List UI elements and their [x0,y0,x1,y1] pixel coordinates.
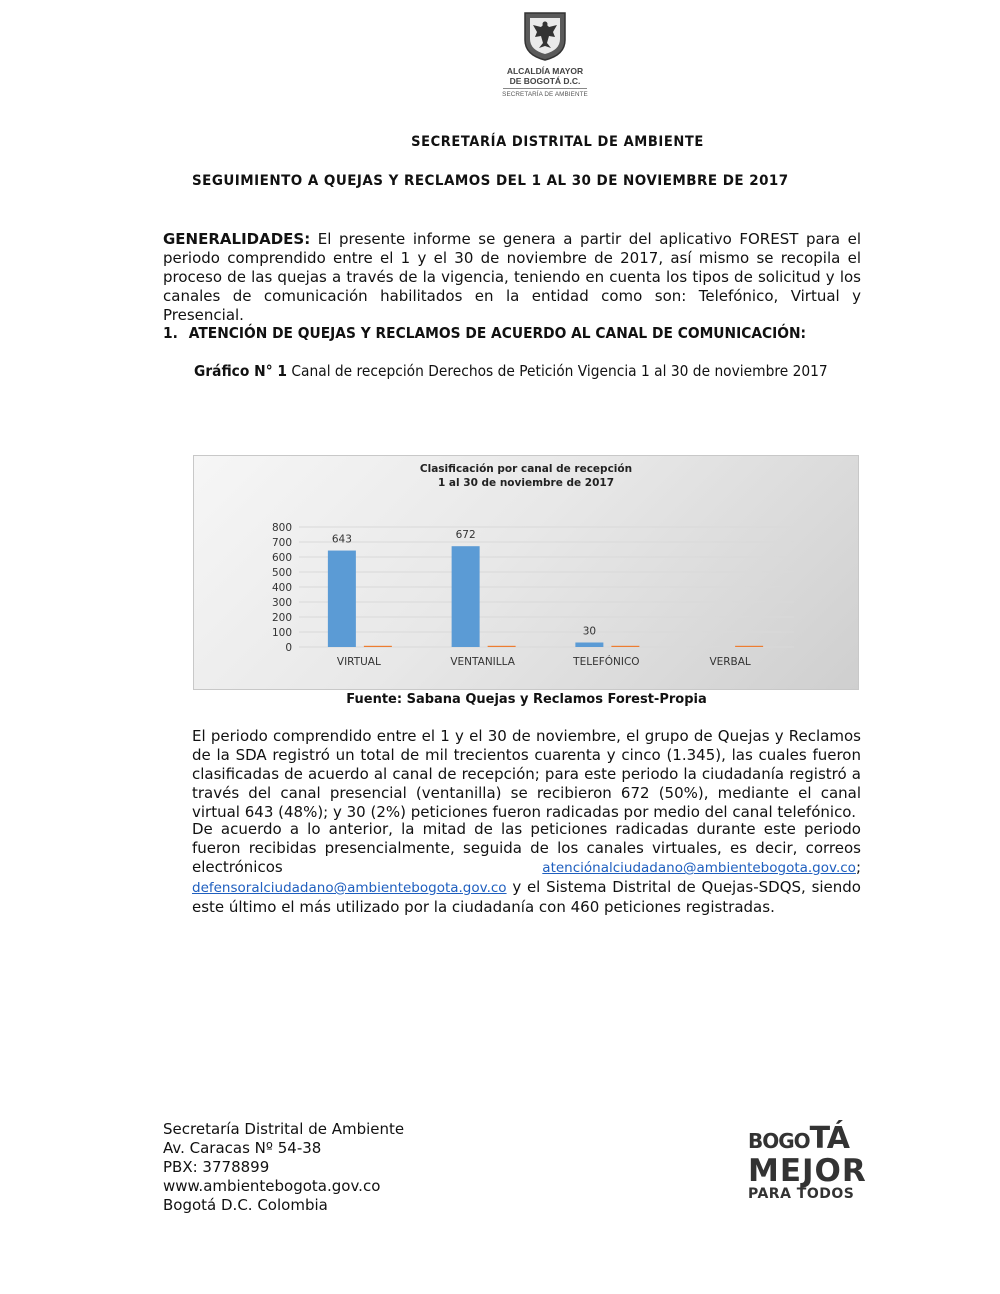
y-tick-label: 200 [271,612,292,624]
bar-ventanilla [488,646,516,647]
y-tick-label: 100 [271,627,292,639]
chart-subtitle: 1 al 30 de noviembre de 2017 [437,477,615,489]
x-tick-label: VENTANILLA [450,656,515,668]
bar-ventanilla [452,546,480,647]
logo-para-todos: PARA TODOS [748,1186,855,1202]
generalidades-paragraph [163,230,861,325]
bar-telefónico [575,643,603,648]
section-number: 1. [163,324,178,342]
chart-canvas [194,456,860,691]
alcaldia-logo [490,10,600,98]
bar-virtual [364,646,392,647]
analysis-text-before: De acuerdo a lo anterior, la mitad de las peticiones radicadas durante este periodo fueron recibidas presencialmente, seguida de los canales virtuales, es decir, correos electrónicos [192,820,861,876]
y-tick-label: 700 [271,537,292,549]
analysis-text-after: y el Sistema Distrital de Quejas-SDQS, siendo este último el más utilizado por la ciudadanía con 460 peticiones registradas. [192,878,861,916]
x-tick-label: TELEFÓNICO [573,656,640,668]
y-tick-label: 500 [271,567,292,579]
data-label: 672 [455,529,476,542]
y-tick-label: 0 [285,642,292,654]
footer-street: Av. Caracas Nº 54-38 [163,1139,322,1157]
logo-line-1: ALCALDÍA MAYOR [506,66,584,76]
y-tick-label: 600 [271,552,292,564]
bogota-mejor-logo [748,1121,878,1202]
chart-source: Fuente: Sabana Quejas y Reclamos Forest-Propia [346,692,707,707]
section-1-heading [163,324,806,342]
generalidades-label: GENERALIDADES: [163,230,311,248]
document-title: SEGUIMIENTO A QUEJAS Y RECLAMOS DEL 1 AL 30 DE NOVIEMBRE DE 2017 [192,173,789,189]
chart-title: Clasificación por canal de recepción [419,463,633,475]
footer-website[interactable]: www.ambientebogota.gov.co [163,1177,381,1195]
section-title: ATENCIÓN DE QUEJAS Y RECLAMOS DE ACUERDO AL CANAL DE COMUNICACIÓN: [188,324,807,342]
y-tick-label: 400 [271,582,292,594]
logo-line-3: SECRETARÍA DE AMBIENTE [502,91,588,98]
bar-virtual [328,551,356,647]
logo-line-2: DE BOGOTÁ D.C. [509,76,581,86]
logo-divider [503,88,587,89]
data-label: 643 [331,533,352,546]
email-link-atencion[interactable]: atenciónalciudadano@ambientebogota.gov.co [542,860,856,876]
y-tick-label: 800 [271,522,292,534]
logo-ta: TÁ [809,1121,850,1156]
summary-paragraph: El periodo comprendido entre el 1 y el 30 de noviembre, el grupo de Quejas y Reclamos de la SDA registró un total de mil trecientos cuarenta y cinco (1.345), las cuales fueron clasificadas de acuerdo al canal de recepción; para este periodo la ciudadanía registró a través del canal presencial (ventanilla) se recibieron 672 (50%), mediante el canal virtual 643 (48%); y 30 (2%) peticiones fueron radicadas por medio del canal telefónico. [192,727,861,821]
generalidades-text: El presente informe se genera a partir del aplicativo FOREST para el periodo comprendido entre el 1 y el 30 de noviembre de 2017, así mismo se recopila el proceso de las quejas a través de la vigencia, teniendo en cuenta los tipos de solicitud y los canales de comunicación habilitados en la entidad como son: Telefónico, Virtual y Presencial. [163,230,861,324]
email-separator: ; [855,858,861,876]
footer-phone: PBX: 3778899 [163,1158,270,1176]
organization-heading: SECRETARÍA DISTRITAL DE AMBIENTE [411,134,704,150]
figure-caption [194,362,828,380]
bar-chart [193,455,859,690]
logo-bogo: BOGO [748,1129,810,1153]
x-tick-label: VIRTUAL [336,656,381,668]
figure-caption-text: Canal de recepción Derechos de Petición Vigencia 1 al 30 de noviembre 2017 [291,362,828,380]
x-tick-label: VERBAL [709,656,751,668]
footer-org: Secretaría Distrital de Ambiente [163,1120,405,1138]
y-tick-label: 300 [271,597,292,609]
data-label: 30 [582,625,597,638]
email-link-defensor[interactable]: defensoralciudadano@ambientebogota.gov.co [192,880,507,896]
footer-address [163,1120,404,1215]
analysis-paragraph [192,820,861,917]
bar-telefónico [611,646,639,647]
bar-verbal [735,646,763,647]
coat-of-arms-icon [522,10,568,62]
figure-label: Gráfico N° 1 [194,362,288,380]
logo-mejor: MEJOR [748,1153,867,1189]
footer-city: Bogotá D.C. Colombia [163,1196,328,1214]
